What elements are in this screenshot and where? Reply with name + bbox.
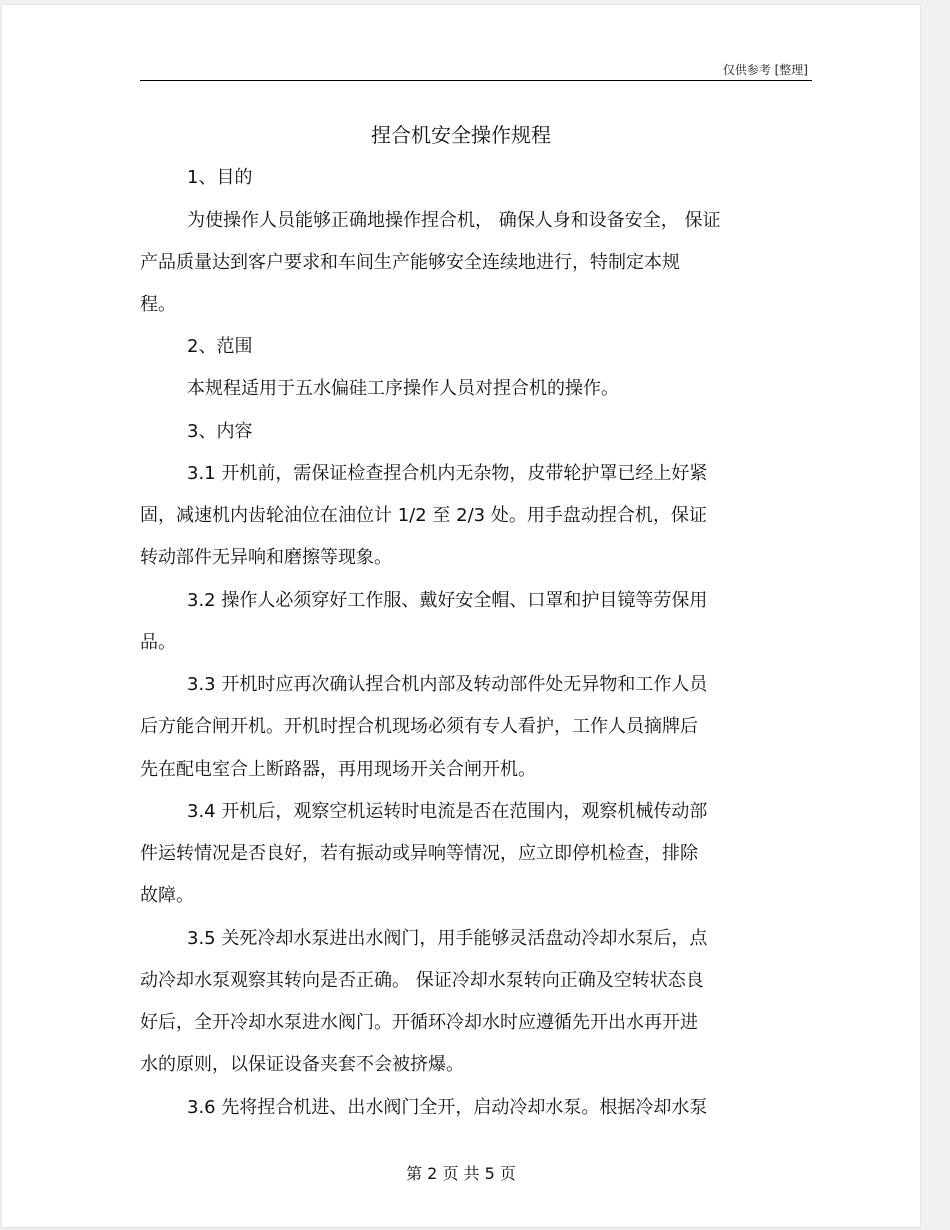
paragraph-line: 后方能合闸开机。开机时捏合机现场必须有专人看护，工作人员摘牌后 [140,716,698,737]
paragraph-line: 3.6 先将捏合机进、出水阀门全开，启动冷却水泵。根据冷却水泵 [187,1097,708,1118]
header-rule [140,80,812,81]
header-note: 仅供参考 [整理] [722,63,808,77]
paragraph-line: 3.5 关死冷却水泵进出水阀门，用手能够灵活盘动冷却水泵后，点 [187,928,708,949]
page-number-footer: 第 2 页 共 5 页 [406,1164,516,1183]
paragraph-line: 本规程适用于五水偏硅工序操作人员对捏合机的操作。 [187,378,619,399]
paragraph-line: 程。 [140,294,176,315]
paragraph-line: 动冷却水泵观察其转向是否正确。 保证冷却水泵转向正确及空转状态良 [140,970,704,991]
paragraph-line: 先在配电室合上断路器，再用现场开关合闸开机。 [140,759,536,780]
document-title: 捏合机安全操作规程 [371,123,551,147]
paragraph-line: 3.3 开机时应再次确认捏合机内部及转动部件处无异物和工作人员 [187,674,708,695]
paragraph-line: 转动部件无异响和磨擦等现象。 [140,547,392,568]
paragraph-line: 品。 [140,632,176,653]
paragraph-line: 3.4 开机后，观察空机运转时电流是否在范围内，观察机械传动部 [187,801,708,822]
paragraph-line: 好后，全开冷却水泵进水阀门。开循环冷却水时应遵循先开出水再开进 [140,1012,698,1033]
document-page [2,5,920,1227]
paragraph-line: 产品质量达到客户要求和车间生产能够安全连续地进行，特制定本规 [140,252,680,273]
paragraph-line: 为使操作人员能够正确地操作捏合机， 确保人身和设备安全， 保证 [187,210,721,231]
paragraph-line: 水的原则，以保证设备夹套不会被挤爆。 [140,1054,464,1075]
section-heading: 3、内容 [187,421,253,442]
paragraph-line: 3.1 开机前，需保证检查捏合机内无杂物，皮带轮护罩已经上好紧 [187,463,708,484]
paragraph-line: 故障。 [140,885,194,906]
paragraph-line: 3.2 操作人必须穿好工作服、戴好安全帽、口罩和护目镜等劳保用 [187,590,708,611]
section-heading: 2、范围 [187,336,253,357]
paragraph-line: 固，减速机内齿轮油位在油位计 1/2 至 2/3 处。用手盘动捏合机，保证 [140,505,707,526]
paragraph-line: 件运转情况是否良好，若有振动或异响等情况，应立即停机检查，排除 [140,843,698,864]
section-heading: 1、目的 [187,167,253,188]
